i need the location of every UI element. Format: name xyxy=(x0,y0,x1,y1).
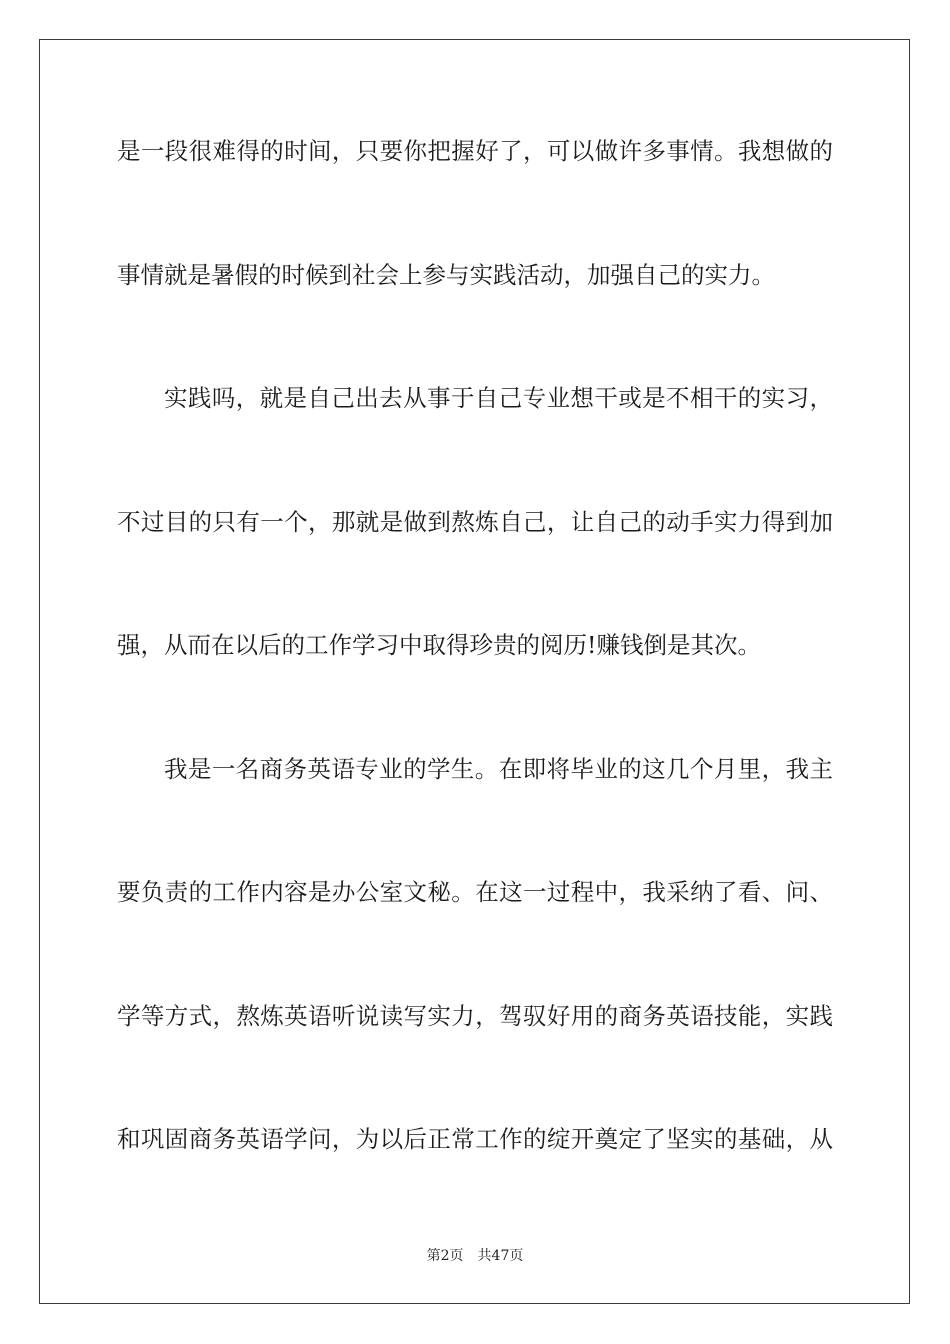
text-line: 和巩固商务英语学问，为以后正常工作的绽开奠定了坚实的基础，从 xyxy=(117,1125,833,1153)
text-line: 学等方式，熬炼英语听说读写实力，驾驭好用的商务英语技能，实践 xyxy=(117,1002,833,1030)
page-footer xyxy=(0,1246,950,1266)
text-line: 强，从而在以后的工作学习中取得珍贵的阅历!赚钱倒是其次。 xyxy=(117,631,761,659)
page-number: 第2页 xyxy=(426,1248,464,1264)
page-frame xyxy=(39,39,910,1304)
text-line: 不过目的只有一个，那就是做到熬炼自己，让自己的动手实力得到加 xyxy=(117,508,833,536)
paragraph-start-line: 我是一名商务英语专业的学生。在即将毕业的这几个月里，我主 xyxy=(164,755,833,783)
page-total: 共47页 xyxy=(477,1248,524,1264)
text-line: 要负责的工作内容是办公室文秘。在这一过程中，我采纳了看、问、 xyxy=(117,878,833,906)
paragraph-start-line: 实践吗，就是自己出去从事于自己专业想干或是不相干的实习， xyxy=(164,384,833,412)
text-line: 是一段很难得的时间，只要你把握好了，可以做许多事情。我想做的 xyxy=(117,137,833,165)
text-line: 事情就是暑假的时候到社会上参与实践活动，加强自己的实力。 xyxy=(117,261,775,289)
